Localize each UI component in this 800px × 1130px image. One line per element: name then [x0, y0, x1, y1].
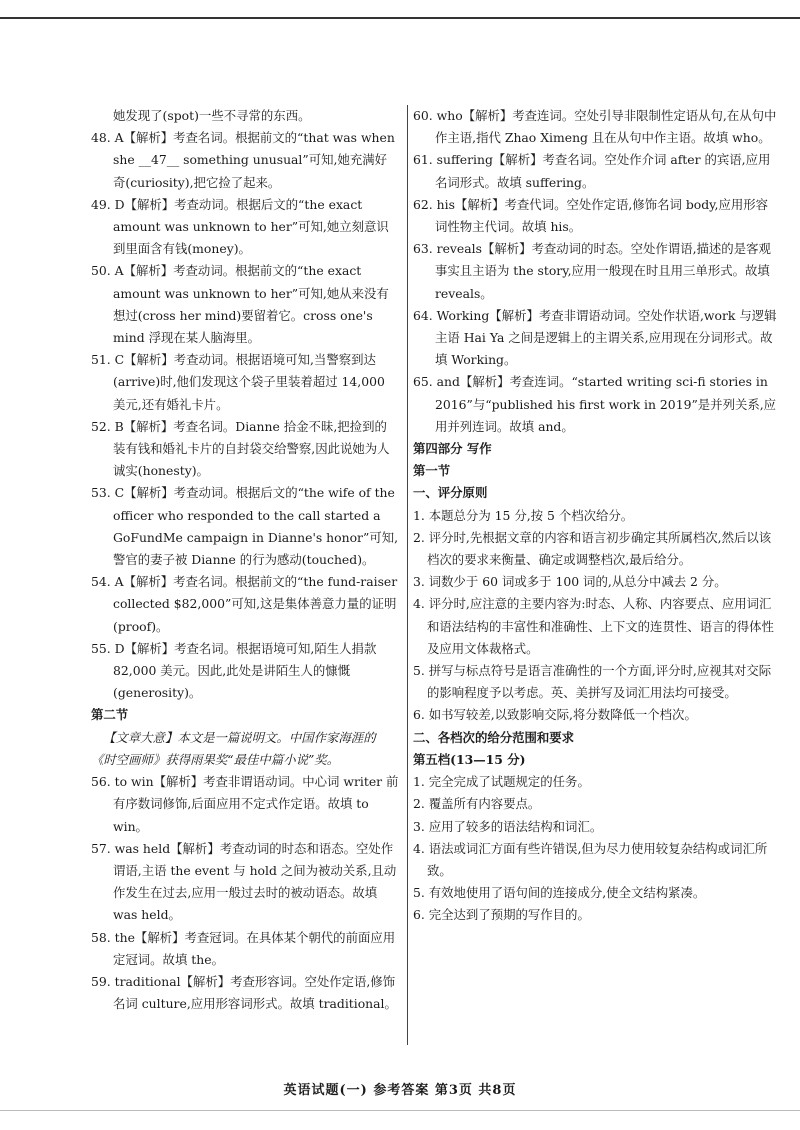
answer-item: 55. D【解析】考查名词。根据语境可知,陌生人捐款 82,000 美元。因此,此处是讲陌生人的慷慨(generosity)。	[91, 640, 377, 701]
answer-item: 48. A【解析】考查名词。根据前文的“that was when she __47__ something unusual”可知,她充满好奇(curiosity),把它捡了起来。	[91, 130, 395, 190]
column-divider	[407, 105, 408, 1045]
answer-item: 65. and【解析】考查连词。“started writing sci-fi stories in 2016”与“published his first work in 2019”是并列关系,应用并列连词。故填 and。	[413, 374, 777, 434]
answer-item: 4. 评分时,应注意的主要内容为:时态、人称、内容要点、应用词汇和语法结构的丰富性和准确性、上下文的连贯性、语言的得体性及应用文体裁格式。	[413, 596, 774, 656]
answer-item: 2. 评分时,先根据文章的内容和语言初步确定其所属档次,然后以该档次的要求来衡量、确定或调整档次,最后给分。	[413, 529, 772, 568]
top-border	[0, 17, 800, 19]
answer-item: 53. C【解析】考查动词。根据后文的“the wife of the officer who responded to the call started a GoFundMe campaign in Dianne's honor”可知,警官的妻子被 Dianne 的行为感动(touched)。	[91, 485, 399, 568]
answer-item: 63. reveals【解析】考查动词的时态。空处作谓语,描述的是客观事实且主语为 the story,应用一般现在时且用三单形式。故填 reveals。	[413, 241, 771, 301]
answer-item: 56. to win【解析】考查非谓语动词。中心词 writer 前有序数词修饰,后面应用不定式作定语。故填 to win。	[91, 774, 399, 834]
answer-item: 58. the【解析】考查冠词。在具体某个朝代的前面应用定冠词。故填 the。	[91, 929, 396, 967]
answer-item: 6. 如书写较差,以致影响交际,将分数降低一个档次。	[413, 707, 697, 723]
left-column	[91, 105, 399, 1015]
answer-item: 4. 语法或词汇方面有些许错误,但为尽力使用较复杂结构或词汇所致。	[413, 840, 768, 878]
answer-item: 她发现了(spot)一些不寻常的东西。	[113, 108, 311, 123]
answer-item: 57. was held【解析】考查动词的时态和语态。空处作谓语,主语 the event 与 hold 之间为被动关系,且动作发生在过去,应用一般过去时的被动语态。故填 was held。	[91, 840, 397, 923]
answer-item: 1. 本题总分为 15 分,按 5 个档次给分。	[413, 507, 634, 523]
answer-item: 3. 应用了较多的语法结构和词汇。	[413, 818, 603, 834]
answer-item: 49. D【解析】考查动词。根据后文的“the exact amount was unknown to her”可知,她立刻意识到里面含有钱(money)。	[91, 196, 389, 257]
answer-page	[91, 105, 779, 1055]
right-column	[413, 105, 779, 927]
answer-item: 51. C【解析】考查动词。根据语境可知,当警察到达(arrive)时,他们发现这个袋子里装着超过 14,000 美元,还有婚礼卡片。	[91, 352, 385, 412]
answer-item: 5. 拼写与标点符号是语言准确性的一个方面,评分时,应视其对交际的影响程度予以考虑。英、美拼写及词汇用法均可接受。	[413, 663, 772, 701]
answer-item: 60. who【解析】考查连词。空处引导非限制性定语从句,在从句中作主语,指代 Zhao Ximeng 且在从句中作主语。故填 who。	[413, 108, 777, 146]
answer-item: 61. suffering【解析】考查名词。空处作介词 after 的宾语,应用名词形式。故填 suffering。	[413, 152, 771, 190]
page-footer: 英语试题(一) 参考答案 第3页 共8页	[283, 1083, 517, 1098]
answer-item: 59. traditional【解析】考查形容词。空处作定语,修饰名词 culture,应用形容词形式。故填 traditional。	[91, 973, 397, 1012]
answer-item: 54. A【解析】考查名词。根据前文的“the fund-raiser collected $82,000”可知,这是集体善意力量的证明(proof)。	[91, 574, 398, 634]
answer-item: 6. 完全达到了预期的写作目的。	[413, 907, 590, 923]
answer-item: 5. 有效地使用了语句间的连接成分,使全文结构紧凑。	[413, 885, 706, 901]
section-heading: 第四部分 写作	[413, 441, 492, 457]
section-heading: 二、各档次的给分范围和要求	[413, 729, 575, 745]
answer-item: 62. his【解析】考查代词。空处作定语,修饰名词 body,应用形容词性物主代词。故填 his。	[413, 196, 769, 235]
section-heading: 一、评分原则	[413, 485, 488, 501]
section-heading: 第二节	[91, 707, 129, 723]
section-heading: 第一节	[413, 463, 451, 479]
answer-item: 52. B【解析】考查名词。Dianne 拾金不昧,把捡到的装有钱和婚礼卡片的自封袋交给警察,因此说她为人诚实(honesty)。	[91, 418, 390, 479]
answer-item: 64. Working【解析】考查非谓语动词。空处作状语,work 与逻辑主语 Hai Ya 之间是逻辑上的主谓关系,应用现在分词形式。故填 Working。	[413, 307, 777, 368]
answer-item: 50. A【解析】考查动词。根据前文的“the exact amount was unknown to her”可知,她从来没有想过(cross her mind)要留着它。cross one's mind 浮现在某人脑海里。	[91, 263, 389, 346]
answer-item: 2. 覆盖所有内容要点。	[413, 796, 541, 812]
answer-item: 3. 词数少于 60 词或多于 100 词的,从总分中减去 2 分。	[413, 574, 727, 590]
section-heading: 第五档(13—15 分)	[413, 751, 526, 767]
answer-item: 1. 完全完成了试题规定的任务。	[413, 774, 590, 790]
answer-item: 【文章大意】本文是一篇说明文。中国作家海涯的《时空画师》获得雨果奖“最佳中篇小说”奖。	[91, 729, 376, 767]
bottom-border	[0, 1110, 800, 1111]
